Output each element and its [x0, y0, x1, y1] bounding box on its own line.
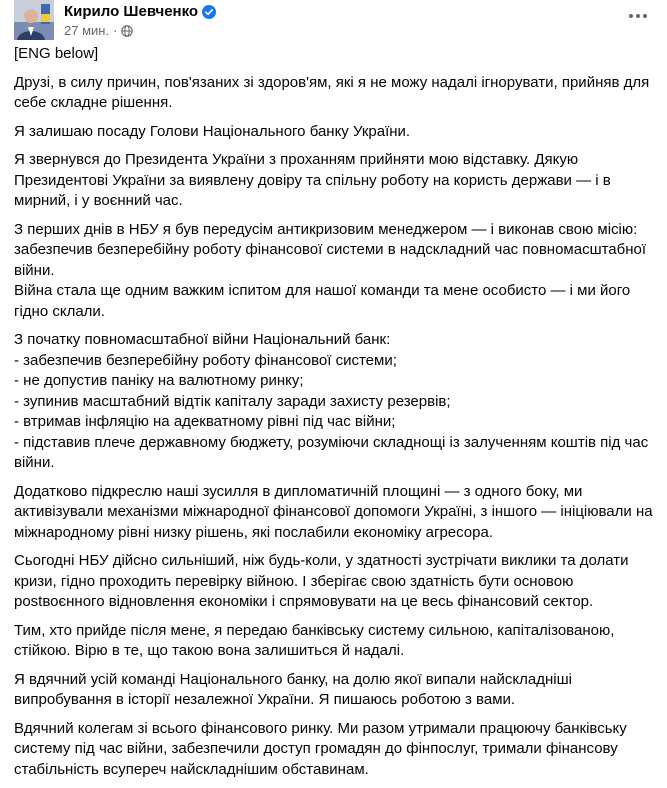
post-body: [14, 44, 657, 788]
author-name[interactable]: Кирило Шевченко: [64, 3, 199, 20]
post-paragraph: З перших днів в НБУ я був передусім антикризовим менеджером — і виконав свою місію: забезпечив безперебійну роботу фінансової системи в надскладний час повномасштабної війни. Війна стала ще одним важким іспитом для нашої команди та мене особисто — і ми його гідно склали.: [14, 220, 647, 320]
post-paragraph: Я вдячний усій команді Національного банку, на долю якої випали найскладніші випробування в історії незалежної України. Я пишаюсь роботою з вами.: [14, 670, 577, 708]
post-paragraph: З початку повномасштабної війни Національний банк: - забезпечив безперебійну роботу фінансової системи; - не допустив паніку на валютному ринку; - зупинив масштабний відтік капіталу заради захисту резервів; - втримав інфляцію на адекватному рівні під час війни; - підставив плече державному бюджету, розуміючи складнощі із залученням коштів під час війни.: [14, 331, 649, 471]
more-options-button[interactable]: [622, 4, 654, 28]
post-paragraph: Вдячний колегам зі всього фінансового ринку. Ми разом утримали працюючу банківську систему під час війни, забезпечили доступ громадян до фінпослуг, тримали фінансову стабільність всупереч найскладнішим обставинам.: [14, 719, 631, 778]
author-line: [64, 2, 216, 21]
avatar-photo: [14, 0, 54, 40]
more-dots-icon: [628, 13, 648, 19]
post-timestamp[interactable]: 27 мин.: [64, 23, 110, 38]
verified-badge-icon: [202, 5, 216, 19]
post-paragraph: [ENG below]: [14, 45, 99, 62]
post-paragraph: Додатково підкреслю наші зусилля в дипломатичній площині — з одного боку, ми активізували механізми міжнародної фінансової допомоги Україні, з іншого — ініціювали на міжнародному рівні низку рішень, які послабили економіку агресора.: [14, 482, 657, 541]
globe-icon[interactable]: [121, 25, 133, 37]
post-header: [14, 0, 654, 46]
avatar[interactable]: [14, 0, 54, 40]
post-paragraph: Сьогодні НБУ дійсно сильніший, ніж будь-коли, у здатності зустрічати виклики та долати кризи, гідно проходить перевірку війною. І зберігає свою здатність бути основою postвоєнного відновлення економіки і спрямовувати на це весь фінансовий сектор.: [14, 552, 633, 610]
post-paragraph: Тим, хто прийде після мене, я передаю банківську систему сильною, капіталізованою, стійкою. Вірю в те, що такою вона залишиться й надалі.: [14, 621, 619, 659]
meta-separator: ·: [113, 23, 118, 38]
author-block: [64, 2, 216, 39]
post-meta: [64, 22, 216, 39]
post-paragraph: Друзі, в силу причин, пов'язаних зі здоров'ям, які я не можу надалі ігнорувати, прийняв для себе складне рішення.: [14, 73, 654, 111]
post-paragraph: Я залишаю посаду Голови Національного банку України.: [14, 122, 411, 140]
post-paragraph: Я звернувся до Президента України з проханням прийняти мою відставку. Дякую Президентові України за виявлену довіру та спільну роботу на користь держави — і в мирний, і у воєнний час.: [14, 151, 615, 209]
